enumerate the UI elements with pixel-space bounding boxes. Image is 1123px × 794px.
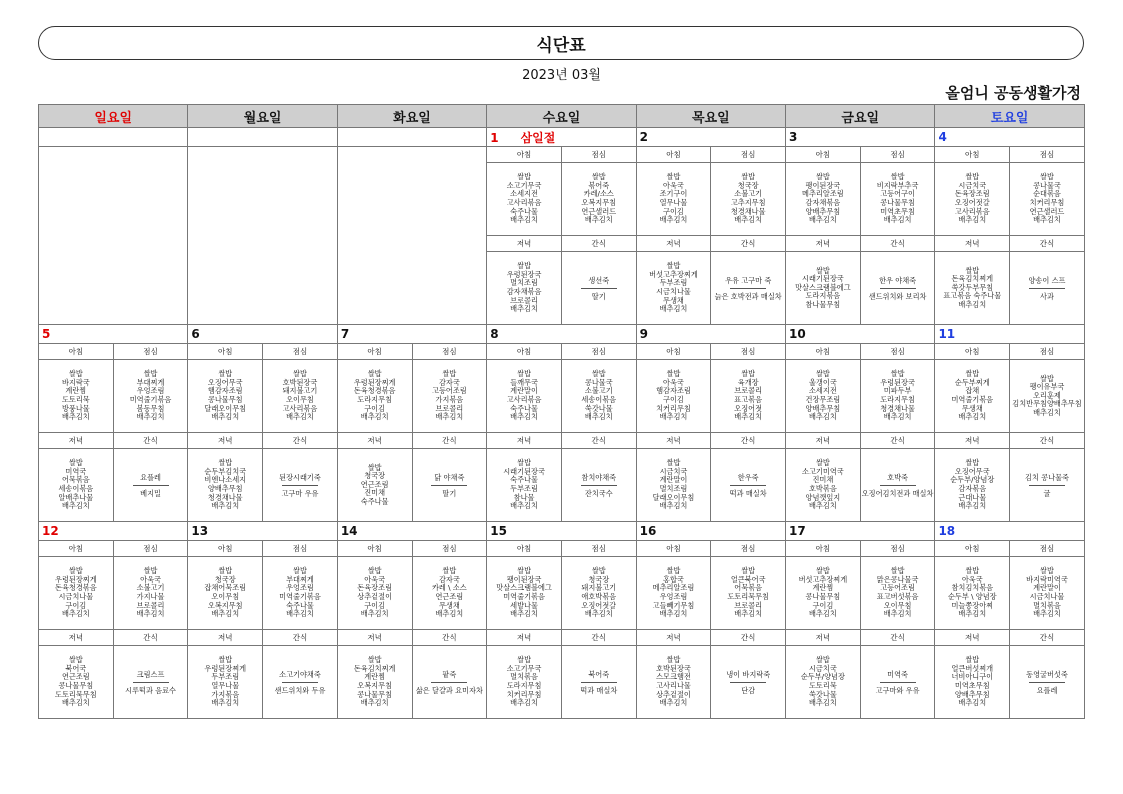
- snack-menu: [860, 252, 935, 325]
- snack-item: 사과: [1040, 291, 1054, 301]
- date-cell: [188, 522, 337, 541]
- date-cell: [786, 522, 935, 541]
- snack-item: 한우죽: [737, 472, 759, 482]
- breakfast-menu: 쌀밥 우렁된장찌게 돈육청경볶음 시금치나물 구이김 배추김치: [39, 557, 114, 630]
- lunch-menu: 쌀밥 우렁된장국 미파두부 도라지무침 청경채나물 배추김치: [860, 360, 935, 433]
- meal-label: 아침: [487, 541, 562, 557]
- meal-label: 간식: [711, 630, 786, 646]
- date-cell: [39, 128, 188, 147]
- snack-item: 요플레: [140, 472, 161, 482]
- lunch-menu: 쌀밥 아욱국 소불고기 가지나물 브로콜리 배추김치: [113, 557, 188, 630]
- meal-label: 점심: [711, 344, 786, 360]
- snack-item: 고구마와 우유: [875, 685, 920, 695]
- snack-item: 단감: [741, 685, 756, 695]
- snack-menu: [412, 646, 487, 719]
- meal-label: 점심: [711, 541, 786, 557]
- snack-item: 팥죽: [442, 669, 457, 679]
- dinner-menu: 쌀밥 오징어무국 순두부/양념장 감자볶음 근대나물 배추김치: [935, 449, 1010, 522]
- dinner-menu: 쌀밥 시래기된장국 맛살스크램블에그 도라지볶음 참나물무침: [786, 252, 861, 325]
- date-cell: [39, 325, 188, 344]
- date-number: 14: [340, 524, 358, 538]
- snack-item: 베지밀: [140, 488, 161, 498]
- snack-divider: [581, 288, 617, 289]
- meal-label: 간식: [711, 236, 786, 252]
- meal-label: 아침: [487, 344, 562, 360]
- meal-label: 저녁: [935, 433, 1010, 449]
- snack-menu: [1010, 646, 1085, 719]
- snack-item: 삶은 달걀과 요미자차: [415, 685, 483, 695]
- date-number: 15: [490, 524, 507, 538]
- snack-divider: [880, 485, 916, 486]
- snack-item: 귤: [1043, 488, 1051, 498]
- date-number: 10: [789, 327, 806, 341]
- dinner-menu: 쌀밥 돈육김치찌게 쑥갓두부무침 표고볶음 숙주나물 배추김치: [935, 252, 1010, 325]
- breakfast-menu: 쌀밥 팽이된장국 메추리알조림 감자채볶음 양배추무침 배추김치: [786, 163, 861, 236]
- date-cell: [935, 522, 1084, 541]
- snack-item: 딸기: [442, 488, 457, 498]
- meal-label: 점심: [113, 344, 188, 360]
- snack-item: 떡과 매실차: [580, 685, 618, 695]
- lunch-menu: 쌀밥 팽이유부국 오리훈제 김치반무침양배추무침 배추김치: [1010, 360, 1085, 433]
- breakfast-menu: 쌀밥 순두부찌게 잡채 미역줄기볶음 무생채 배추김치: [935, 360, 1010, 433]
- dinner-menu: 쌀밥 북어국 연근조림 콩나물무침 도토리묵무침 배추김치: [39, 646, 114, 719]
- snack-item: 크림스프: [136, 669, 165, 679]
- lunch-menu: 쌀밥 감자국 고등어조림 가지볶음 브로콜리 배추김치: [412, 360, 487, 433]
- dinner-menu: 쌀밥 소고기무국 멸치볶음 도라지무침 치커리무침 배추김치: [487, 646, 562, 719]
- meal-label: 간식: [1010, 236, 1085, 252]
- breakfast-menu: 쌀밥 시금치국 돈육장조림 오징어젓갈 고사리볶음 배추김치: [935, 163, 1010, 236]
- meal-label: 아침: [188, 344, 263, 360]
- meal-label: 아침: [935, 541, 1010, 557]
- date-cell: [935, 128, 1084, 147]
- meal-label: 간식: [561, 630, 636, 646]
- meal-label: 저녁: [935, 236, 1010, 252]
- meal-label: 저녁: [487, 236, 562, 252]
- snack-item: 소고기야채죽: [279, 669, 321, 679]
- holiday-label: 삼일절: [520, 130, 556, 145]
- snack-divider: [133, 485, 169, 486]
- date-cell: [487, 522, 636, 541]
- meal-label: 아침: [636, 541, 711, 557]
- snack-item: 요플레: [1036, 685, 1058, 695]
- meal-label: 저녁: [935, 630, 1010, 646]
- meal-label: 간식: [711, 433, 786, 449]
- meal-label: 저녁: [487, 630, 562, 646]
- snack-divider: [1029, 682, 1065, 683]
- meal-label: 아침: [636, 147, 711, 163]
- meal-label: 아침: [786, 541, 861, 557]
- snack-menu: [1010, 449, 1085, 522]
- lunch-menu: 쌀밥 볶어죽 카레/소스 오복지무침 연근샐러드 배추김치: [561, 163, 636, 236]
- day-header: 월요일: [188, 105, 337, 128]
- snack-menu: [561, 449, 636, 522]
- meal-label: 저녁: [636, 236, 711, 252]
- meal-label: 점심: [412, 541, 487, 557]
- meal-label: 저녁: [487, 433, 562, 449]
- breakfast-menu: 쌀밥 아욱국 햄감자조림 구이김 치커리무침 배추김치: [636, 360, 711, 433]
- meal-label: 간식: [412, 433, 487, 449]
- date-number: 9: [639, 327, 648, 341]
- snack-divider: [133, 682, 169, 683]
- lunch-menu: 쌀밥 청국장 소불고기 고추지무침 청경채나물 배추김치: [711, 163, 786, 236]
- meal-label: 점심: [1010, 344, 1085, 360]
- snack-divider: [730, 288, 766, 289]
- meal-label: 점심: [1010, 147, 1085, 163]
- dinner-menu: 쌀밥 우렁된장찌게 두부조림 열무나물 가지볶음 배추김치: [188, 646, 263, 719]
- day-header: 토요일: [935, 105, 1084, 128]
- date-cell: [188, 325, 337, 344]
- snack-item: 호박죽: [887, 472, 908, 482]
- day-header: 수요일: [487, 105, 636, 128]
- snack-menu: [711, 449, 786, 522]
- snack-menu: [113, 449, 188, 522]
- empty-day-cell: [188, 147, 337, 325]
- snack-item: 생선죽: [588, 275, 610, 285]
- snack-item: 양송이 스프: [1028, 275, 1066, 285]
- date-number: 13: [191, 524, 209, 538]
- meal-label: 저녁: [786, 433, 861, 449]
- meal-label: 간식: [1010, 630, 1085, 646]
- date-cell: [487, 325, 636, 344]
- snack-item: 고구마 우유: [281, 488, 319, 498]
- breakfast-menu: 쌀밥 아욱국 참치김치볶음 순두부 \ 양념장 미늘쫑장아찌 배추김치: [935, 557, 1010, 630]
- dinner-menu: 쌀밥 돈육김치찌게 계란찜 오복지무침 콩나물무침 배추김치: [337, 646, 412, 719]
- lunch-menu: 쌀밥 콩나물국 소불고기 세송이볶음 쑥갓나물 배추김치: [561, 360, 636, 433]
- snack-divider: [581, 485, 617, 486]
- snack-menu: [263, 646, 338, 719]
- dinner-menu: 쌀밥 소고기미역국 진미채 호박볶음 양념깻잎지 배추김치: [786, 449, 861, 522]
- date-number: 6: [191, 327, 200, 341]
- page-title: 식단표: [536, 35, 586, 56]
- menu-month: 2023년 03월: [522, 68, 601, 83]
- snack-divider: [1029, 288, 1065, 289]
- breakfast-menu: 쌀밥 홍합국 메추리알조림 우엉조림 고들빼기무침 배추김치: [636, 557, 711, 630]
- meal-label: 간식: [860, 630, 935, 646]
- date-cell: [636, 522, 785, 541]
- snack-menu: [113, 646, 188, 719]
- meal-label: 점심: [263, 344, 338, 360]
- meal-label: 저녁: [188, 433, 263, 449]
- lunch-menu: 쌀밥 육개장 브로콜리 표고볶음 오징어젓 배추김치: [711, 360, 786, 433]
- meal-label: 저녁: [337, 630, 412, 646]
- date-number: 12: [42, 524, 59, 538]
- date-number: 1: [490, 130, 499, 145]
- meal-label: 간식: [561, 236, 636, 252]
- date-cell: [786, 325, 935, 344]
- meal-label: 아침: [935, 147, 1010, 163]
- date-number: 17: [789, 524, 806, 538]
- organization-name: 올엄니 공동생활가정: [945, 84, 1081, 102]
- meal-label: 저녁: [786, 630, 861, 646]
- snack-divider: [880, 288, 916, 289]
- snack-divider: [282, 485, 318, 486]
- day-header: 금요일: [786, 105, 935, 128]
- empty-day-cell: [39, 147, 188, 325]
- meal-label: 저녁: [636, 433, 711, 449]
- meal-label: 저녁: [786, 236, 861, 252]
- lunch-menu: 쌀밥 콩나물국 순대볶음 치커리무침 연근샐러드 배추김치: [1010, 163, 1085, 236]
- snack-menu: [1010, 252, 1085, 325]
- meal-label: 점심: [412, 344, 487, 360]
- snack-item: 떡과 매실차: [729, 488, 767, 498]
- dinner-menu: 쌀밥 시래기된장국 숙주나물 두부조림 참나물 배추김치: [487, 449, 562, 522]
- day-header: 일요일: [39, 105, 188, 128]
- meal-label: 점심: [113, 541, 188, 557]
- lunch-menu: 쌀밥 호박된장국 돼지불고기 오이무침 고사리볶음 배추김치: [263, 360, 338, 433]
- snack-item: 동영굴버섯죽: [1026, 669, 1068, 679]
- date-cell: [39, 522, 188, 541]
- lunch-menu: 쌀밥 비지락부추국 고등어구이 콩나물무침 미역초무침 배추김치: [860, 163, 935, 236]
- dinner-menu: 쌀밥 미역국 어묵볶음 세송이볶음 알배추나물 배추김치: [39, 449, 114, 522]
- snack-item: 된장시래기죽: [279, 472, 321, 482]
- dinner-menu: 쌀밥 버섯고추장찌게 두부조림 시금치나물 무생채 배추김치: [636, 252, 711, 325]
- breakfast-menu: 쌀밥 우렁된장찌게 돈육청경볶음 도라지무침 구이김 배추김치: [337, 360, 412, 433]
- day-header: 화요일: [337, 105, 486, 128]
- lunch-menu: 쌀밥 바지락미역국 계란말이 시금치나물 멸치볶음 배추김치: [1010, 557, 1085, 630]
- breakfast-menu: 쌀밥 아욱국 돈육장조림 상추겉절이 구이김 배추김치: [337, 557, 412, 630]
- snack-menu: [711, 646, 786, 719]
- snack-item: 닭 야채죽: [434, 472, 465, 482]
- snack-item: 오징어김치전과 매실차: [861, 488, 934, 498]
- meal-label: 점심: [561, 344, 636, 360]
- lunch-menu: 쌀밥 얼큰북어국 어묵볶음 도토리묵무침 브로콜리 배추김치: [711, 557, 786, 630]
- meal-label: 간식: [113, 433, 188, 449]
- snack-menu: [561, 646, 636, 719]
- meal-label: 점심: [860, 147, 935, 163]
- snack-divider: [282, 682, 318, 683]
- meal-label: 간식: [561, 433, 636, 449]
- lunch-menu: 쌀밥 감자국 카레 \ 소스 연근조림 무생채 배추김치: [412, 557, 487, 630]
- meal-label: 아침: [337, 541, 412, 557]
- meal-label: 간식: [1010, 433, 1085, 449]
- meal-label: 점심: [860, 541, 935, 557]
- breakfast-menu: 쌀밥 바지락국 계란찜 도토리묵 방풍나물 배추김치: [39, 360, 114, 433]
- snack-item: 냉이 바지락죽: [726, 669, 771, 679]
- meal-label: 저녁: [636, 630, 711, 646]
- meal-label: 점심: [263, 541, 338, 557]
- snack-menu: [711, 252, 786, 325]
- breakfast-menu: 쌀밥 아욱국 조기구이 열무나물 구이김 배추김치: [636, 163, 711, 236]
- snack-menu: [561, 252, 636, 325]
- breakfast-menu: 쌀밥 오징어무국 햄감자조림 콩나물무침 달래오이무침 배추김치: [188, 360, 263, 433]
- snack-item: 미역죽: [887, 669, 908, 679]
- meal-label: 저녁: [337, 433, 412, 449]
- date-number: 2: [639, 130, 648, 144]
- snack-item: 늙은 호박전과 매실차: [714, 291, 782, 301]
- snack-divider: [880, 682, 916, 683]
- snack-menu: [860, 646, 935, 719]
- dinner-menu: 쌀밥 청국장 연근조림 진미채 숙주나물: [337, 449, 412, 522]
- snack-item: 우유 고구마 죽: [725, 275, 772, 285]
- day-header: 목요일: [636, 105, 785, 128]
- meal-label: 아침: [786, 344, 861, 360]
- lunch-menu: 쌀밥 맑은콩나물국 고등어조림 표고버섯볶음 오이무침 배추김치: [860, 557, 935, 630]
- date-number: 7: [340, 327, 350, 341]
- meal-label: 아침: [39, 541, 114, 557]
- date-cell: [337, 128, 486, 147]
- snack-item: 딸기: [591, 291, 606, 301]
- breakfast-menu: 쌀밥 버섯고추장찌게 계란찜 콩나물무침 구이김 배추김치: [786, 557, 861, 630]
- breakfast-menu: 쌀밥 울갱이국 소세지전 건장무조림 양배추무침 배추김치: [786, 360, 861, 433]
- date-number: 16: [639, 524, 657, 538]
- meal-label: 점심: [711, 147, 786, 163]
- lunch-menu: 쌀밥 청국장 돼지불고기 애호박볶음 오징어젓갈 배추김치: [561, 557, 636, 630]
- dinner-menu: 쌀밥 순두부김치국 비엔나소세지 양배추무침 청경채나물 배추김치: [188, 449, 263, 522]
- date-cell: [337, 325, 486, 344]
- dinner-menu: 쌀밥 우렁된장국 멸치조림 감자채볶음 브로콜리 배추김치: [487, 252, 562, 325]
- snack-item: 참치야채죽: [581, 472, 617, 482]
- date-number: 11: [938, 327, 956, 341]
- snack-divider: [1029, 485, 1065, 486]
- meal-label: 점심: [561, 541, 636, 557]
- snack-divider: [431, 682, 467, 683]
- date-cell: [188, 128, 337, 147]
- meal-label: 아침: [786, 147, 861, 163]
- snack-menu: [412, 449, 487, 522]
- meal-label: 저녁: [188, 630, 263, 646]
- snack-divider: [431, 485, 467, 486]
- date-cell: [786, 128, 935, 147]
- dinner-menu: 쌀밥 호박된장국 스모크햄전 고사리나물 상추겉절이 배추김치: [636, 646, 711, 719]
- snack-item: 한우 야채죽: [879, 275, 917, 285]
- empty-day-cell: [337, 147, 486, 325]
- meal-label: 간식: [263, 433, 338, 449]
- snack-item: 잔치국수: [584, 488, 613, 498]
- breakfast-menu: 쌀밥 들깨무국 계란말이 고사리볶음 숙주나물 배추김치: [487, 360, 562, 433]
- meal-label: 아침: [487, 147, 562, 163]
- snack-item: 샌드위치와 보리차: [868, 291, 927, 301]
- snack-item: 김치 콩나물죽: [1025, 472, 1069, 482]
- date-number: 18: [938, 524, 956, 538]
- meal-label: 저녁: [39, 433, 114, 449]
- breakfast-menu: 쌀밥 소고기무국 소세지전 고사리볶음 숙주나물 배추김치: [487, 163, 562, 236]
- lunch-menu: 쌀밥 부대찌게 우엉조림 미역줄기볶음 숙주나물 배추김치: [263, 557, 338, 630]
- meal-label: 점심: [860, 344, 935, 360]
- meal-label: 저녁: [39, 630, 114, 646]
- snack-menu: [263, 449, 338, 522]
- meal-label: 간식: [860, 236, 935, 252]
- meal-label: 아침: [39, 344, 114, 360]
- snack-divider: [730, 485, 766, 486]
- date-number: 8: [490, 327, 499, 341]
- snack-item: 샌드위치와 두유: [274, 685, 326, 695]
- date-cell: [935, 325, 1084, 344]
- snack-divider: [730, 682, 766, 683]
- title-banner: [38, 26, 1084, 60]
- dinner-menu: 쌀밥 시금치국 순두부/양념장 도토리묵 쑥갓나물 배추김치: [786, 646, 861, 719]
- meal-label: 간식: [113, 630, 188, 646]
- meal-label: 아침: [636, 344, 711, 360]
- date-number: 3: [789, 130, 798, 144]
- meal-label: 간식: [263, 630, 338, 646]
- dinner-menu: 쌀밥 시금치국 계란말이 멸치조림 달래오이무침 배추김치: [636, 449, 711, 522]
- lunch-menu: 쌀밥 부대찌게 우엉조림 미역줄기볶음 봄동무침 배추김치: [113, 360, 188, 433]
- date-cell: [636, 128, 785, 147]
- menu-calendar: [38, 104, 1085, 719]
- meal-label: 간식: [860, 433, 935, 449]
- meal-label: 아침: [337, 344, 412, 360]
- date-cell: [337, 522, 486, 541]
- snack-item: 시루떡과 음료수: [125, 685, 176, 695]
- snack-item: 북어죽: [588, 669, 610, 679]
- breakfast-menu: 쌀밥 청국장 잡채어묵조림 오이무침 오복지무침 배추김치: [188, 557, 263, 630]
- meal-label: 아침: [188, 541, 263, 557]
- breakfast-menu: 쌀밥 팽이된장국 맛살스크램블에그 미역줄기볶음 세발나물 배추김치: [487, 557, 562, 630]
- date-cell: [487, 128, 636, 147]
- snack-menu: [860, 449, 935, 522]
- date-cell: [636, 325, 785, 344]
- meal-label: 아침: [935, 344, 1010, 360]
- date-number: 4: [938, 130, 947, 144]
- meal-label: 점심: [1010, 541, 1085, 557]
- meal-label: 간식: [412, 630, 487, 646]
- snack-divider: [581, 682, 617, 683]
- date-number: 5: [42, 327, 51, 341]
- dinner-menu: 쌀밥 얼큰버섯찌개 너비아니구이 미역초무침 양배추무침 배추김치: [935, 646, 1010, 719]
- meal-label: 점심: [561, 147, 636, 163]
